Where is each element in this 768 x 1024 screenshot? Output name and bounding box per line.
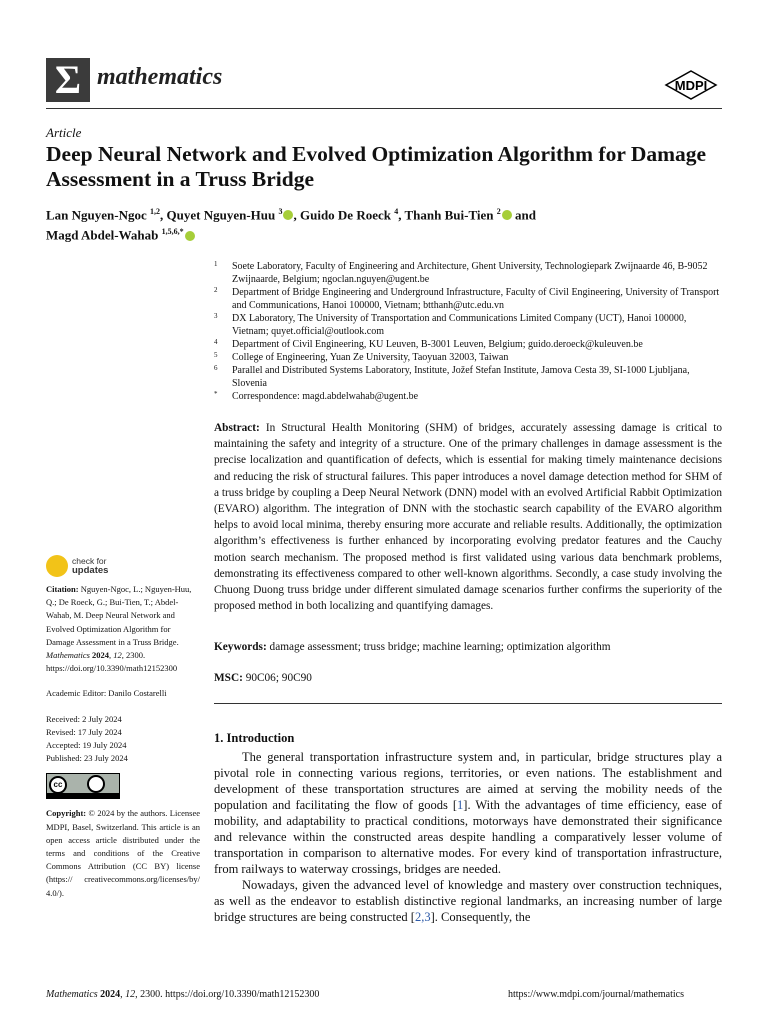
author-affil-sup: 4 (394, 207, 399, 216)
date-accepted: Accepted: 19 July 2024 (46, 740, 127, 751)
copyright-label: Copyright: (46, 808, 87, 819)
paragraph-text: The general transportation infrastructure system and, in particular, bridge structures play a pivotal role in connecting various regions, territories, or even nations. The establishment and development of these transportation structures are aimed at serving the mobility needs of the population and facilitating the flow of goods [ (214, 750, 722, 812)
section-heading: 1. Introduction (214, 731, 295, 745)
citation-year: 2024 (92, 650, 110, 661)
check-for-updates-button[interactable] (46, 555, 126, 579)
footer-journal-url[interactable]: https://www.mdpi.com/journal/mathematics (508, 989, 684, 1000)
citation-doi[interactable]: , 2300. https://doi.org/10.3390/math12152300 (46, 650, 178, 674)
author-name: Magd Abdel-Wahab (46, 227, 159, 243)
academic-editor: Academic Editor: Danilo Costarelli (46, 688, 167, 699)
author-name: Lan Nguyen-Ngoc (46, 207, 147, 223)
affiliation-item (214, 351, 724, 364)
keywords-label: Keywords: (214, 641, 267, 653)
affiliation-text: Soete Laboratory, Faculty of Engineering and Architecture, Ghent University, Technologiepark Zwijnaarde 46, B-9052 Zwijnaarde, Belgium; ngoclan.nguyen@ugent.be (232, 261, 708, 285)
paper-title: Deep Neural Network and Evolved Optimization Algorithm for Damage Assessment in a Truss Bridge (46, 142, 707, 191)
date-revised: Revised: 17 July 2024 (46, 726, 122, 737)
affiliation-item (214, 364, 724, 390)
journal-logo (46, 58, 90, 102)
section-divider (214, 703, 722, 704)
affiliation-item (214, 338, 724, 351)
copyright-text: © 2024 by the authors. Licensee MDPI, Basel, Switzerland. This article is an open access article distributed under the terms and conditions of the Creative Commons Attribution (CC BY) license (https:// creativecommons.org/licenses/by/ 4.0/). (46, 808, 200, 898)
correspondence-item (214, 390, 724, 403)
citation-volume: 12 (113, 650, 122, 661)
affiliation-number: 1 (214, 260, 218, 268)
footer-journal: Mathematics (46, 989, 98, 1000)
check-updates-line1: check for (72, 556, 107, 566)
mdpi-logo (664, 70, 718, 100)
citation-text: Nguyen-Ngoc, L.; Nguyen-Huu, Q.; De Roeck, G.; Bui-Tien, T.; Abdel-Wahab, M. Deep Neural Network and Evolved Optimization Algorithm for Damage Assessment in a Truss Bridge. (46, 584, 192, 647)
footer-doi[interactable]: , 2300. https://doi.org/10.3390/math12152300 (135, 989, 320, 1000)
copyright (46, 807, 200, 899)
correspondence-text: Correspondence: magd.abdelwahab@ugent.be (232, 391, 419, 402)
orcid-icon[interactable] (185, 231, 195, 241)
author-list: Lan Nguyen-Ngoc $^{1,2}$, Quyet Nguyen-Huu $^3$ , Guido De Roeck $^4$, Thanh Bui-Tien $^2$ and Magd Abdel-Wahab $^{1,5,6,*}$ (46, 207, 536, 243)
citation-journal: Mathematics (46, 650, 90, 661)
citation-link[interactable]: 1 (457, 798, 464, 812)
publisher-name: MDPI (674, 78, 708, 93)
affiliations (214, 260, 724, 403)
affiliation-number: 3 (214, 312, 218, 320)
abstract-text: In Structural Health Monitoring (SHM) of bridges, accurately assessing damage is critical to maintaining the safety and integrity of a structure. One of the primary challenges in damage assessment is the precise localization and quantification of defects, which is essential for making timely maintenance decisions and reducing the risk of structural failures. This paper introduces a novel damage detection method for SHM of a truss bridge by coupling a Deep Neural Network (DNN) model with an evolved Artificial Rabbit Optimization (EVARO) algorithm. The integration of DNN with the stochastic search capability of the EVARO algorithm helps to avoid local minima, thereby ensuring more accurate and reliable results. Additionally, the optimization algorithm’s effectiveness is further enhanced by incorporating evolving predator features and the Cauchy motion search mechanism. The proposed method is first validated using various data benchmark problems, demonstrating its effectiveness compared to other well-known algorithms. Secondly, a case study involving the Chuong Duong truss bridge under different simulated damage scenarios further confirms the superiority of the proposed method in both localizing and quantifying damages. (214, 422, 722, 613)
affiliation-text: Department of Civil Engineering, KU Leuven, B-3001 Leuven, Belgium; guido.deroeck@kuleuven.be (232, 339, 643, 350)
paragraph-text: Nowadays, given the advanced level of knowledge and mastery over construction techniques, as well as the endeavor to establish distinctive regional landmarks, an increasing number of large bridge structures are being constructed [ (214, 878, 722, 924)
affiliation-text: Department of Bridge Engineering and Underground Infrastructure, Faculty of Civil Engineering, University of Transport and Communications, Hanoi 100000, Vietnam; btthanh@utc.edu.vn (232, 287, 720, 311)
affiliation-text: Parallel and Distributed Systems Laboratory, Institute, Jožef Stefan Institute, Jamova Cesta 39, SI-1000 Ljubljana, Slovenia (232, 365, 690, 389)
keywords-text: damage assessment; truss bridge; machine learning; optimization algorithm (269, 641, 611, 653)
affiliation-number: 6 (214, 364, 218, 372)
author-name: Quyet Nguyen-Huu (166, 207, 276, 223)
affiliation-item (214, 286, 724, 312)
paragraph-text: ]. With the advantages of time efficiency, ease of mobility, and adaptability to practical conditions, motorways have demonstrated their significance and relevance within the constructed areas despite handling a comparatively lesser volume of transportation in comparison to alternative modes. For every kind of transportation infrastructure, from railways to waterway crossings, bridges are needed. (214, 798, 722, 876)
sigma-icon: Σ (54, 57, 82, 102)
msc-text: 90C06; 90C90 (245, 672, 312, 684)
article-type: Article (46, 125, 82, 140)
date-received: Received: 2 July 2024 (46, 713, 122, 724)
author-affil-sup: 1,5,6,* (161, 227, 184, 237)
msc-label: MSC: (214, 672, 243, 684)
header-divider (46, 108, 722, 109)
date-published: Published: 23 July 2024 (46, 753, 128, 764)
abstract-label: Abstract: (214, 422, 260, 434)
orcid-icon[interactable] (502, 210, 512, 220)
introduction-body (214, 749, 722, 925)
journal-name: mathematics (97, 64, 223, 90)
cc-by-license-badge[interactable] (46, 773, 120, 799)
author-affil-sup: 1,2 (150, 207, 161, 216)
footer-volume: 12 (125, 989, 136, 1000)
affiliation-item (214, 312, 724, 338)
citation-link[interactable]: 2,3 (414, 910, 431, 924)
affiliation-text: DX Laboratory, The University of Transportation and Communications Limited Company (UCT), Hanoi 100000, Vietnam; quyet.official@outlook.com (232, 313, 687, 337)
person-icon (87, 775, 105, 793)
author-name: Thanh Bui-Tien (404, 207, 494, 223)
cc-icon: cc (49, 776, 67, 794)
affiliation-item (214, 260, 724, 286)
author-affil-sup: 2 (496, 207, 501, 216)
affiliation-number: 4 (214, 338, 218, 346)
author-conjunction: and (515, 207, 536, 223)
check-updates-line2: updates (72, 565, 109, 576)
citation-label: Citation: (46, 584, 79, 594)
affiliation-number: 5 (214, 351, 218, 359)
author-affil-sup: 3 (278, 207, 283, 216)
author-name: Guido De Roeck (299, 207, 391, 223)
affiliation-number: * (214, 390, 218, 398)
footer-year: 2024 (100, 989, 121, 1000)
paragraph (214, 749, 722, 877)
sidebar-metadata (46, 583, 200, 900)
check-icon (46, 555, 68, 577)
affiliation-text: College of Engineering, Yuan Ze University, Taoyuan 32003, Taiwan (232, 352, 509, 363)
abstract (214, 420, 722, 614)
affiliation-number: 2 (214, 286, 218, 294)
by-strip (47, 793, 119, 798)
keywords (214, 641, 722, 653)
msc-codes (214, 672, 722, 684)
orcid-icon[interactable] (283, 210, 293, 220)
footer-citation: Mathematics 2024, 12, 2300. https://doi.org/10.3390/math12152300 (46, 989, 320, 1000)
paragraph-text: ]. Consequently, the (430, 910, 531, 924)
paragraph (214, 877, 722, 925)
citation: Citation: Nguyen-Ngoc, L.; Nguyen-Huu, Q.; De Roeck, G.; Bui-Tien, T.; Abdel-Wahab, M. Deep Neural Network and Evolved Optimization Algorithm for Damage Assessment in a Truss Bridge. Mathematics 2024, 12, 2300. https://doi.org/10.3390/math12152300 (46, 584, 192, 674)
